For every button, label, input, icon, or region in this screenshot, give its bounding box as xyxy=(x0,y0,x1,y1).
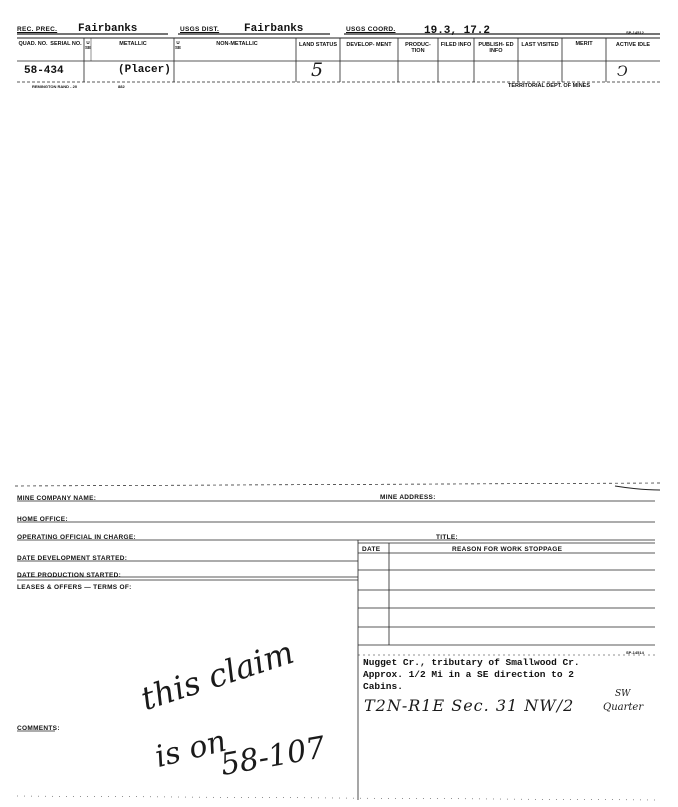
col-production: PRODUC- TION xyxy=(405,42,431,54)
row-metallic: (Placer) xyxy=(118,64,171,76)
reason-column-header: REASON FOR WORK STOPPAGE xyxy=(452,546,563,553)
rec-prec-label: REC. PREC. xyxy=(17,26,58,33)
col-last-visited: LAST VISITED xyxy=(521,42,559,48)
footer-left: REMINGTON RAND - 20 xyxy=(32,84,78,89)
form-number-top: SP-14512 xyxy=(626,30,644,35)
col-active-idle: ACTIVE IDLE xyxy=(615,42,651,48)
col-use-2: USE xyxy=(175,40,182,50)
notes-line-3: Cabins. xyxy=(363,681,403,692)
mine-address-label: MINE ADDRESS: xyxy=(380,494,436,501)
col-serial-no: SERIAL NO. xyxy=(50,41,82,47)
comment-handwritten-line-2: is on xyxy=(151,723,230,775)
comment-handwritten-line-1: this claim xyxy=(136,633,299,718)
home-office-label: HOME OFFICE: xyxy=(17,516,68,523)
row-active-idle: Ↄ xyxy=(617,64,628,80)
rec-prec-value: Fairbanks xyxy=(78,23,138,35)
operating-official-label: OPERATING OFFICIAL IN CHARGE: xyxy=(17,534,136,541)
notes-line-2: Approx. 1/2 Mi in a SE direction to 2 xyxy=(363,669,574,680)
form-number-bottom: SP-14514 xyxy=(626,650,644,655)
comments-label: COMMENTS: xyxy=(17,725,60,732)
footer-right: TERRITORIAL DEPT. OF MINES xyxy=(508,83,590,89)
leases-label: LEASES & OFFERS — TERMS OF: xyxy=(17,584,132,591)
col-published-info: PUBLISH- ED INFO xyxy=(478,42,514,54)
comment-handwritten-line-3: 58-107 xyxy=(217,730,328,783)
usgs-coord-value: 19.3, 17.2 xyxy=(424,25,491,37)
col-non-metallic: NON-METALLIC xyxy=(216,41,258,47)
notes-typed-block xyxy=(363,657,580,693)
notes-handwritten-quarter: Quarter xyxy=(603,702,644,713)
title-label: TITLE: xyxy=(436,534,459,541)
col-land-status: LAND STATUS xyxy=(299,42,337,48)
notes-handwritten: T2N-R1E Sec. 31 NW/2 xyxy=(364,696,575,715)
footer-left-code: 882 xyxy=(118,84,125,89)
usgs-coord-label: USGS COORD. xyxy=(346,26,396,33)
notes-line-1: Nugget Cr., tributary of Smallwood Cr. xyxy=(363,657,580,668)
notes-handwritten-sw: SW xyxy=(615,689,631,699)
row-quad-serial: 58-434 xyxy=(24,65,64,77)
row-land-status: 5 xyxy=(311,59,324,81)
usgs-dist-label: USGS DIST. xyxy=(180,26,220,33)
col-merit: MERIT xyxy=(575,41,593,47)
col-filed-info: FILED INFO xyxy=(440,42,472,48)
col-use-1: USE xyxy=(85,40,92,50)
date-column-header: DATE xyxy=(362,546,381,553)
date-production-label: DATE PRODUCTION STARTED: xyxy=(17,572,122,579)
mine-company-label: MINE COMPANY NAME: xyxy=(17,495,97,502)
col-quad-no: QUAD. NO. xyxy=(18,41,48,47)
usgs-dist-value: Fairbanks xyxy=(244,23,304,35)
date-development-label: DATE DEVELOPMENT STARTED: xyxy=(17,555,128,562)
col-development: DEVELOP- MENT xyxy=(346,42,392,48)
col-metallic: METALLIC xyxy=(119,41,147,47)
